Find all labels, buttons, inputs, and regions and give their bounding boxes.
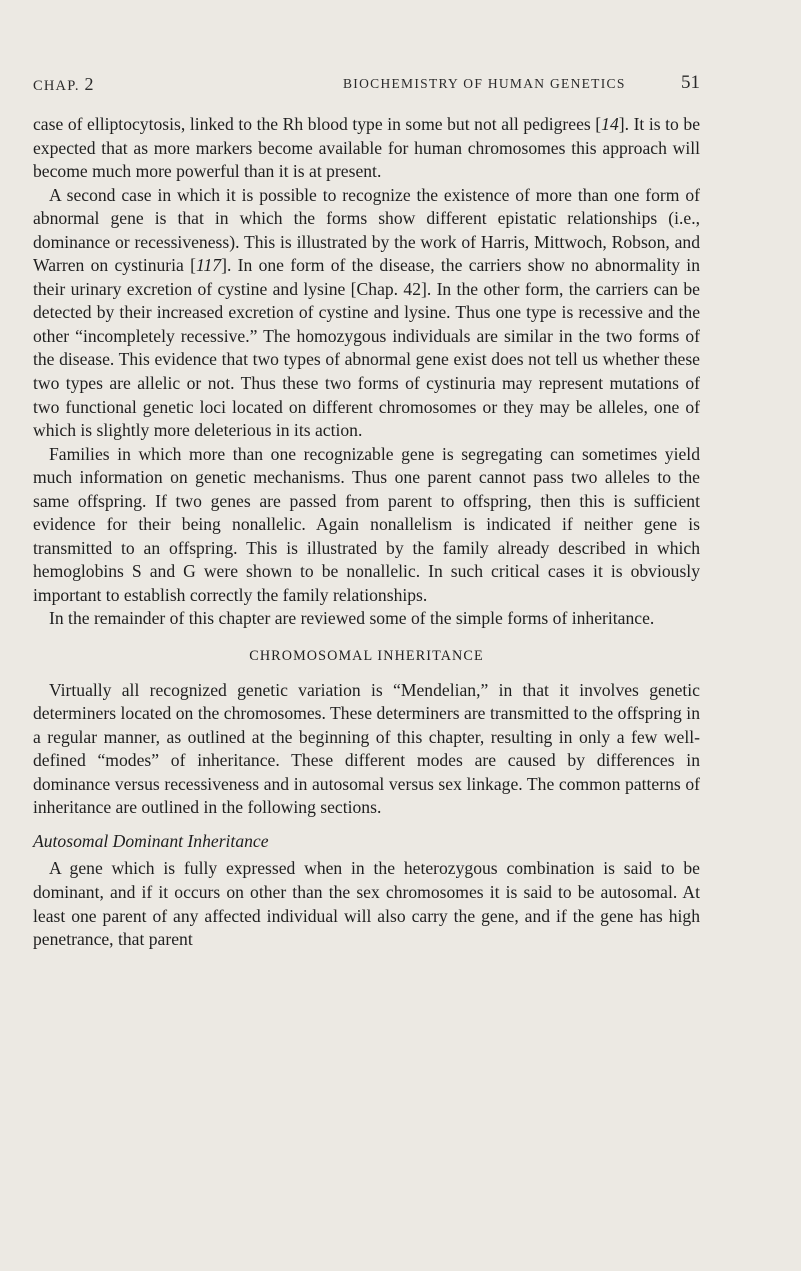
paragraph-3: Families in which more than one recognizable gene is segregating can sometimes yield much information on genetic mechanisms. Thus one parent cannot pass two alleles to the same offspring. If two genes are passed from parent to offspring, then this is sufficient evidence for their being nonallelic. Again nonallelism is indicated if neither gene is transmitted to an offspring. This is illustrated by the family already described in which hemoglobins S and G were shown to be nonallelic. In such critical cases it is obviously important to establish correctly the family relationships. [33, 443, 700, 605]
paragraph-5: Virtually all recognized genetic variation is “Mendelian,” in that it involves genetic determiners located on the chromosomes. These determiners are transmitted to the offspring in a regular manner, as outlined at the beginning of this chapter, resulting in only a few well-defined “modes” of inheritance. These different modes are caused by differences in dominance versus recessiveness and in autosomal versus sex linkage. The common patterns of inheritance are outlined in the following sections. [33, 679, 700, 818]
paragraph-4: In the remainder of this chapter are reviewed some of the simple forms of inheritance. [49, 608, 655, 629]
chapter-number: 2 [84, 74, 94, 94]
body-text [33, 113, 700, 952]
paragraph-2: A second case in which it is possible to recognize the existence of more than one form of abnormal gene is that in which the forms show different epistatic relationships (i.e., dominance or recessiveness). This is illustrated by the work of Harris, Mittwoch, Robson, and Warren on cystinuria [117]. In one form of the disease, the carriers show no abnormality in their urinary excretion of cystine and lysine [Chap. 42]. In the other form, the carriers can be detected by their increased excretion of cystine and lysine. Thus one type is recessive and the other “incompletely recessive.” The homozygous individuals are similar in the two forms of the disease. This evidence that two types of abnormal gene exist does not tell us whether these two types are allelic or not. Thus these two forms of cystinuria may represent mutations of two functional genetic loci located on different chromosomes or they may be alleles, one of which is slightly more deleterious in its action. [33, 184, 700, 441]
citation-ref: 117 [196, 255, 222, 276]
running-title: BIOCHEMISTRY OF HUMAN GENETICS [343, 76, 626, 91]
paragraph-6: A gene which is fully expressed when in the heterozygous combination is said to be dominant, and if it occurs on other than the sex chromosomes it is said to be autosomal. At least one parent of any affected individual will also carry the gene, and if the gene has high penetrance, that parent [33, 858, 700, 950]
citation-ref: 14 [601, 114, 619, 134]
subsection-heading: Autosomal Dominant Inheritance [33, 830, 269, 851]
chapter-label: CHAP. 2 [33, 74, 94, 94]
paragraph-1: case of elliptocytosis, linked to the Rh blood type in some but not all pedigrees [14]. It is to be expected that as more markers become available for human chromosomes this approach will become much more powerful than it is at present. [33, 114, 701, 182]
running-header [33, 72, 700, 96]
page-number: 51 [681, 72, 700, 93]
section-heading: CHROMOSOMAL INHERITANCE [249, 648, 484, 665]
